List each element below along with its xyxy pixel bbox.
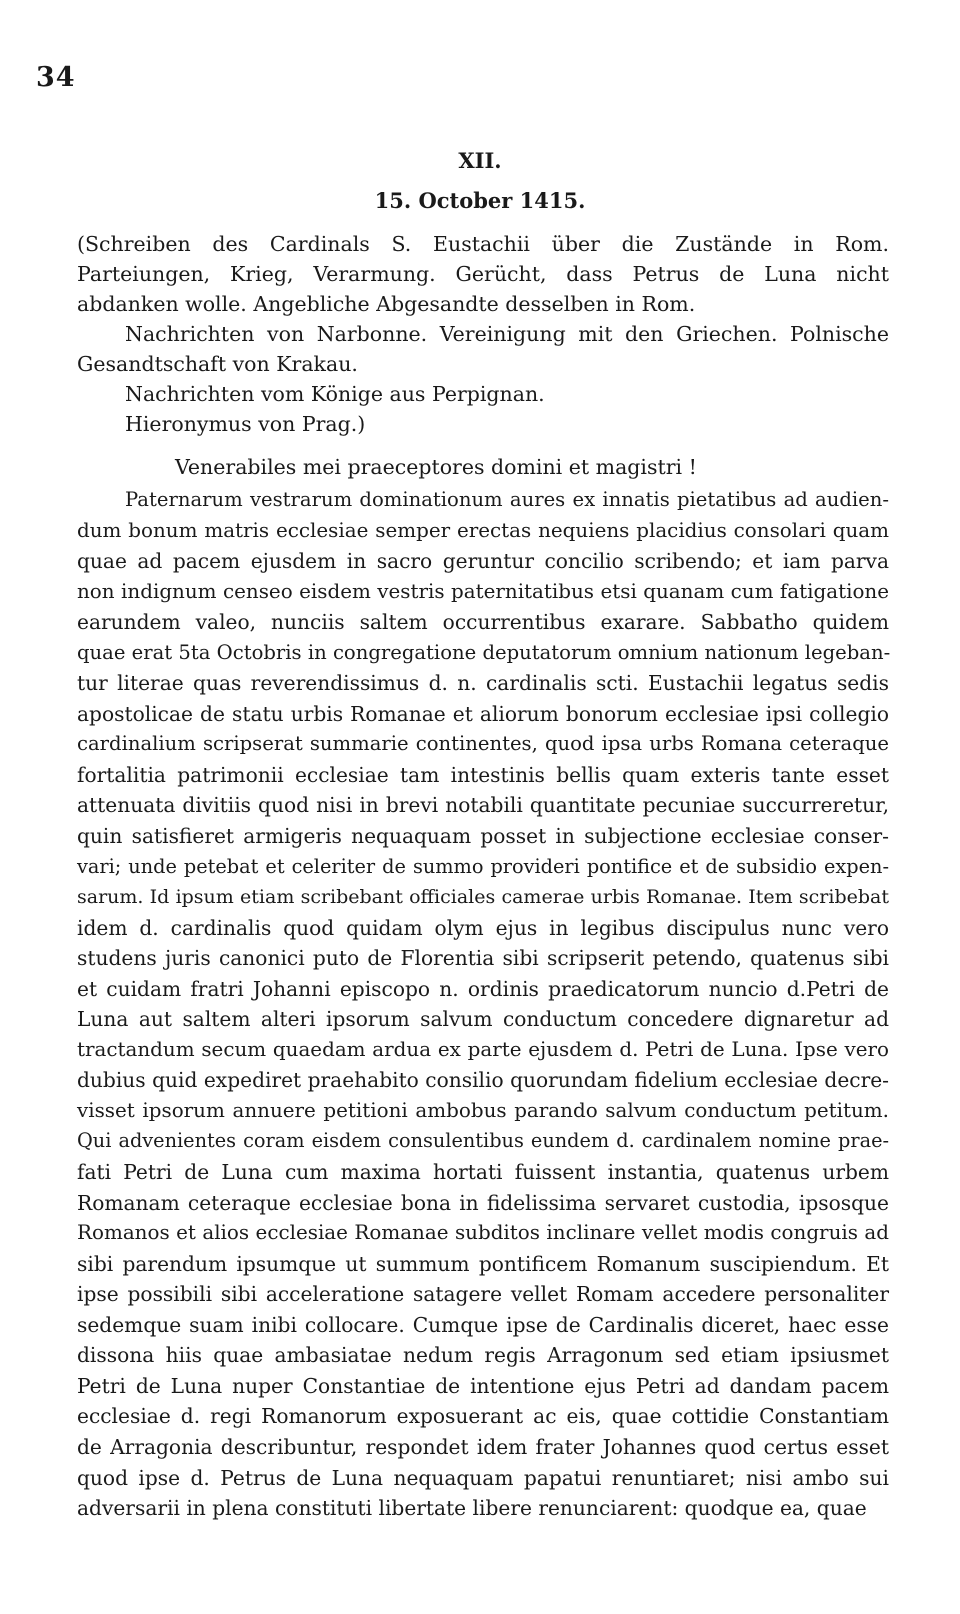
body-line: quae erat 5ta Octobris in congregatione deputatorum omnium nationum legeban- [77,640,891,664]
body-line: dum bonum matris ecclesiae semper erectas nequiens placidius consolari quam [77,518,889,542]
body-line: fortalitia patrimonii ecclesiae tam intestinis bellis quam exteris tante esset [77,762,889,787]
body-line: quod ipse d. Petrus de Luna nequaquam papatui renuntiaret; nisi ambo sui [77,1465,889,1490]
page-number: 34 [36,62,76,93]
summary-paragraph: Nachrichten vom Könige aus Perpignan. [125,382,545,406]
body-line: et cuidam fratri Johanni episcopo n. ordinis praedicatorum nuncio d.Petri de [77,976,889,1001]
body-line: Romanos et alios ecclesiae Romanae subditos inclinare vellet modis congruis ad [77,1221,889,1245]
summary-paragraph: (Schreiben des Cardinals S. Eustachii über die Zustände in Rom. Parteiungen, Krieg, Verarmung. Gerücht, dass Petrus de Luna nicht abdanken wolle. Angebliche Abgesandte desselben in Rom. [77,232,889,316]
summary-paragraph: Hieronymus von Prag.) [125,412,366,436]
body-line: dissona hiis quae ambasiatae nedum regis Arragonum sed etiam ipsiusmet [77,1343,889,1368]
body-line: attenuata divitiis quod nisi in brevi notabili quantitate pecuniae succurreretur, [77,793,889,818]
body-line: apostolicae de statu urbis Romanae et aliorum bonorum ecclesiae ipsi collegio [77,701,889,726]
body-line: de Arragonia describuntur, respondet idem frater Johannes quod certus esset [77,1434,889,1459]
document-number: XII. [458,148,502,173]
summary-block [77,229,889,439]
body-line: sibi parendum ipsumque ut summum pontificem Romanum suscipiendum. Et [77,1251,889,1276]
body-line: tractandum secum quaedam ardua ex parte ejusdem d. Petri de Luna. Ipse vero [77,1037,889,1061]
body-line: sedemque suam inibi collocare. Cumque ipse de Cardinalis diceret, haec esse [77,1312,889,1337]
letter-body [77,485,889,1524]
salutation: Venerabiles mei praeceptores domini et magistri ! [175,455,697,479]
body-line: ecclesiae d. regi Romanorum exposuerant ac eis, quae cottidie Constantiam [77,1404,889,1429]
body-line: idem d. cardinalis quod quidam olym ejus in legibus discipulus nunc vero [77,915,889,940]
body-line: studens juris canonici puto de Florentia sibi scripserit petendo, quatenus sibi [77,946,889,971]
body-line: Qui advenientes coram eisdem consulentibus eundem d. cardinalem nomine prae- [77,1129,889,1153]
body-line: Paternarum vestrarum dominationum aures ex innatis pietatibus ad audien- [125,488,889,511]
summary-paragraph: Nachrichten von Narbonne. Vereinigung mit den Griechen. Polnische Gesandtschaft von Krakau. [77,322,889,376]
body-line: quin satisfieret armigeris nequaquam posset in subjectione ecclesiae conser- [77,824,889,849]
body-line: tur literae quas reverendissimus d. n. cardinalis scti. Eustachii legatus sedis [77,671,889,696]
body-line: fati Petri de Luna cum maxima hortati fuissent instantia, quatenus urbem [77,1160,889,1185]
body-line: earundem valeo, nunciis saltem occurrentibus exarare. Sabbatho quidem [77,610,889,635]
body-line: dubius quid expediret praehabito consilio quorundam fidelium ecclesiae decre- [77,1068,889,1093]
body-line: cardinalium scripserat summarie continentes, quod ipsa urbs Romana ceteraque [77,732,889,756]
body-line: sarum. Id ipsum etiam scribebant officiales camerae urbis Romanae. Item scribebat [77,886,889,909]
body-line: visset ipsorum annuere petitioni ambobus parando salvum conductum petitum. [77,1098,889,1122]
body-line: Romanam ceteraque ecclesiae bona in fidelissima servaret custodia, ipsosque [77,1190,889,1215]
body-line: vari; unde petebat et celeriter de summo provideri pontifice et de subsidio expen- [77,854,889,878]
body-line: adversarii in plena constituti libertate libere renunciarent: quodque ea, quae [77,1496,867,1521]
body-line: quae ad pacem ejusdem in sacro geruntur concilio scribendo; et iam parva [77,549,889,574]
body-line: ipse possibili sibi acceleratione satagere vellet Romam accedere personaliter [77,1282,889,1307]
body-line: Petri de Luna nuper Constantiae de intentione ejus Petri ad dandam pacem [77,1373,889,1398]
date-line: 15. October 1415. [374,188,586,213]
body-line: Luna aut saltem alteri ipsorum salvum conductum concedere dignaretur ad [77,1007,889,1032]
body-line: non indignum censeo eisdem vestris paternitatibus etsi quanam cum fatigatione [77,579,889,603]
